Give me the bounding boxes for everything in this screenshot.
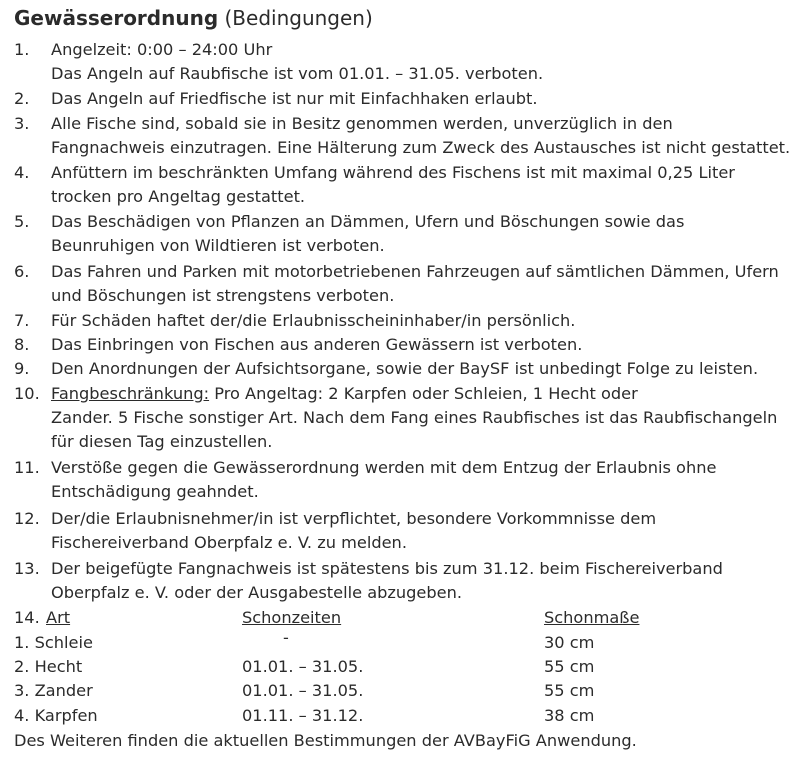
- table-header-art: Art: [46, 608, 71, 627]
- rule-number: 11.: [14, 458, 40, 477]
- table-cell-season: 01.01. – 31.05.: [242, 657, 364, 676]
- table-cell-species: 3. Zander: [14, 681, 93, 700]
- rule-line: Der/die Erlaubnisnehmer/in ist verpflichtet, besondere Vorkommnisse dem: [51, 509, 657, 528]
- rule-number: 6.: [14, 262, 30, 281]
- rule-number: 8.: [14, 335, 30, 354]
- table-header-schonmasse: Schonmaße: [544, 608, 640, 627]
- rule-line: Verstöße gegen die Gewässerordnung werden mit dem Entzug der Erlaubnis ohne: [51, 458, 717, 477]
- rule-line: für diesen Tag einzustellen.: [51, 432, 273, 451]
- table-cell-species: 1. Schleie: [14, 633, 93, 652]
- table-cell-size: 38 cm: [544, 706, 595, 725]
- table-cell-species: 4. Karpfen: [14, 706, 98, 725]
- rule-line: Das Einbringen von Fischen aus anderen Gewässern ist verboten.: [51, 335, 583, 354]
- rule-line: Fischereiverband Oberpfalz e. V. zu melden.: [51, 533, 407, 552]
- rule-line: Fangnachweis einzutragen. Eine Hälterung zum Zweck des Austausches ist nicht gestattet.: [51, 138, 791, 157]
- title-sub: (Bedingungen): [224, 6, 373, 30]
- rule-line: [51, 382, 638, 406]
- rule-number: 10.: [14, 384, 40, 403]
- rule-text: Pro Angeltag: 2 Karpfen oder Schleien, 1 Hecht oder: [209, 384, 638, 403]
- table-number: 14.: [14, 608, 40, 627]
- rule-number: 5.: [14, 212, 30, 231]
- rule-line: Der beigefügte Fangnachweis ist spätestens bis zum 31.12. beim Fischereiverband: [51, 559, 723, 578]
- rule-line: Anfüttern im beschränkten Umfang während des Fischens ist mit maximal 0,25 Liter: [51, 163, 735, 182]
- rule-number: 9.: [14, 359, 30, 378]
- rule-number: 2.: [14, 89, 30, 108]
- rule-number: 12.: [14, 509, 40, 528]
- page-title: [14, 4, 373, 32]
- bleed-through-decoration: [420, 18, 433, 43]
- rule-underlined-term: Fangbeschränkung:: [51, 384, 210, 403]
- table-cell-size: 55 cm: [544, 681, 595, 700]
- rule-line: Für Schäden haftet der/die Erlaubnisscheininhaber/in persönlich.: [51, 311, 576, 330]
- footer-note: Des Weiteren finden die aktuellen Bestimmungen der AVBayFiG Anwendung.: [14, 731, 637, 750]
- table-cell-species: 2. Hecht: [14, 657, 83, 676]
- rule-line: Entschädigung geahndet.: [51, 482, 259, 501]
- rule-line: Das Beschädigen von Pflanzen an Dämmen, Ufern und Böschungen sowie das: [51, 212, 685, 231]
- table-cell-season: 01.11. – 31.12.: [242, 706, 364, 725]
- rule-line: Das Angeln auf Friedfische ist nur mit Einfachhaken erlaubt.: [51, 89, 538, 108]
- rule-number: 3.: [14, 114, 30, 133]
- rule-line: Das Angeln auf Raubfische ist vom 01.01. – 31.05. verboten.: [51, 64, 544, 83]
- table-cell-size: 30 cm: [544, 633, 595, 652]
- rule-line: und Böschungen ist strengstens verboten.: [51, 286, 395, 305]
- rule-line: Beunruhigen von Wildtieren ist verboten.: [51, 236, 385, 255]
- rule-line: Zander. 5 Fische sonstiger Art. Nach dem Fang eines Raubfisches ist das Raubfischangeln: [51, 408, 778, 427]
- rule-line: Angelzeit: 0:00 – 24:00 Uhr: [51, 40, 273, 59]
- rule-number: 4.: [14, 163, 30, 182]
- rule-number: 1.: [14, 40, 30, 59]
- rule-line: Alle Fische sind, sobald sie in Besitz genommen werden, unverzüglich in den: [51, 114, 673, 133]
- table-cell-season: 01.01. – 31.05.: [242, 681, 364, 700]
- rule-number: 13.: [14, 559, 40, 578]
- title-main: Gewässerordnung: [14, 6, 219, 30]
- table-header-schonzeiten: Schonzeiten: [242, 608, 342, 627]
- rule-line: Das Fahren und Parken mit motorbetriebenen Fahrzeugen auf sämtlichen Dämmen, Ufern: [51, 262, 779, 281]
- rule-line: Oberpfalz e. V. oder der Ausgabestelle abzugeben.: [51, 583, 463, 602]
- table-cell-season: -: [283, 628, 289, 647]
- table-cell-size: 55 cm: [544, 657, 595, 676]
- rule-line: Den Anordnungen der Aufsichtsorgane, sowie der BaySF ist unbedingt Folge zu leisten.: [51, 359, 759, 378]
- rule-line: trocken pro Angeltag gestattet.: [51, 187, 306, 206]
- rule-number: 7.: [14, 311, 30, 330]
